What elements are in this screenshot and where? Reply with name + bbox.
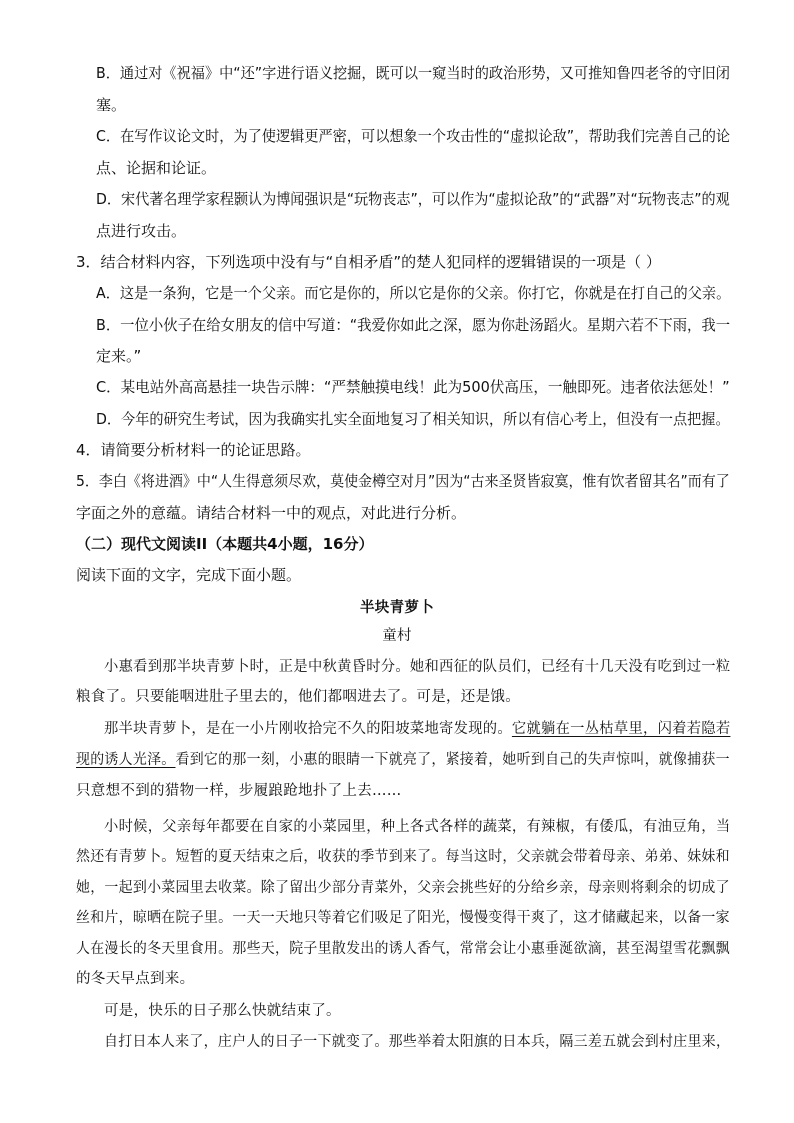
story-p2-line2-text: 看到它的那一刻，小惠的眼睛一下就亮了，紧接着，她听到自己的失声惊叫，就像捕获一 <box>175 752 730 768</box>
story-p2-line1 <box>104 718 730 740</box>
story-p2-line1-text: 那半块青萝卜，是在一小片刚收拾完不久的阳坡菜地寄发现的。 <box>104 721 512 737</box>
q3-option-c: C．某电站外高高悬挂一块告示牌：“严禁触摸电线！此为500伏高压，一触即死。违者依法惩处！” <box>96 378 730 396</box>
story-p1-line2: 粮食了。只要能咽进肚子里去的，他们都咽进去了。可是，还是饿。 <box>76 689 520 705</box>
story-p3-line4: 丝和片，晾晒在院子里。一天一天地只等着它们吸足了阳光，慢慢变得干爽了，这才储藏起来，以备一家 <box>76 910 730 926</box>
q3-option-b-line2: 定来。” <box>96 347 142 365</box>
section-heading: （二）现代文阅读II（本题共4小题，16分） <box>76 535 374 553</box>
q3-option-a: A．这是一条狗，它是一个父亲。而它是你的，所以它是你的父亲。你打它，你就是在打自己的父亲。 <box>96 284 731 302</box>
q3-stem: 3．结合材料内容，下列选项中没有与“自相矛盾”的楚人犯同样的逻辑错误的一项是（ ） <box>76 253 661 271</box>
story-p3-line5: 人在漫长的冬天里食用。那些天，院子里散发出的诱人香气，常常会让小惠垂涎欲滴，甚至渴望雪花飘飘 <box>76 941 730 957</box>
q2-option-b-line2: 塞。 <box>96 96 127 114</box>
q2-option-d-line2: 点进行攻击。 <box>96 222 187 240</box>
q5-stem-line1: 5．李白《将进酒》中“人生得意须尽欢，莫使金樽空对月”因为“古来圣贤皆寂寞，惟有饮者留其名”而有了 <box>76 472 730 490</box>
q5-stem-line2: 字面之外的意蕴。请结合材料一中的观点，对此进行分析。 <box>76 504 467 522</box>
q2-option-c-line1: C．在写作议论文时，为了使逻辑更严密，可以想象一个攻击性的“虚拟论敌”，帮助我们完善自己的论 <box>96 127 731 145</box>
story-p2-underlined-text-end: 现的诱人光泽。 <box>76 752 176 768</box>
q3-option-d: D．今年的研究生考试，因为我确实扎实全面地复习了相关知识，所以有信心考上，但没有一点把握。 <box>96 410 730 428</box>
story-p2-line2 <box>76 749 730 771</box>
story-p3-line2: 然还有青萝卜。短暂的夏天结束之后，收获的季节到来了。每当这时，父亲就会带着母亲、弟弟、妹妹和 <box>76 849 730 865</box>
story-author: 童村 <box>382 628 412 644</box>
q2-option-d-line1: D．宋代著名理学家程颢认为博闻强识是“玩物丧志”，可以作为“虚拟论敌”的“武器”对“玩物丧志”的观 <box>96 190 730 208</box>
section-instruction: 阅读下面的文字，完成下面小题。 <box>76 566 302 584</box>
q4-stem: 4．请简要分析材料一的论证思路。 <box>76 441 311 459</box>
q2-option-c-line2: 点、论据和论证。 <box>96 159 217 177</box>
story-p4: 可是，快乐的日子那么快就结束了。 <box>104 1003 341 1019</box>
story-p3-line6: 的冬天早点到来。 <box>76 971 195 987</box>
q3-option-b-line1: B．一位小伙子在给女朋友的信中写道：“我爱你如此之深，愿为你赴汤蹈火。星期六若不下雨，我一 <box>96 316 731 334</box>
story-p2-underlined-text: 它就躺在一丛枯草里，闪着若隐若 <box>511 721 731 737</box>
story-p3-line3: 她，一起到小菜园里去收菜。除了留出少部分青菜外，父亲会挑些好的分给乡亲，母亲则将剩余的切成了 <box>76 880 730 896</box>
story-p3-line1: 小时候，父亲每年都要在自家的小菜园里，种上各式各样的蔬菜，有辣椒，有倭瓜，有油豆角，当 <box>104 819 731 835</box>
story-title: 半块青萝卜 <box>360 599 434 616</box>
q2-option-b-line1: B．通过对《祝福》中“还”字进行语义挖掘，既可以一窥当时的政治形势，又可推知鲁四老爷的守旧闭 <box>96 64 730 82</box>
story-p2-line3: 只意想不到的猎物一样，步履踉跄地扑了上去…… <box>76 783 402 799</box>
story-p1-line1: 小惠看到那半块青萝卜时，正是中秋黄昏时分。她和西征的队员们，已经有十几天没有吃到过一粒 <box>104 659 731 675</box>
story-p5-line1: 自打日本人来了，庄户人的日子一下就变了。那些举着太阳旗的日本兵，隔三差五就会到村庄里来， <box>104 1034 731 1050</box>
